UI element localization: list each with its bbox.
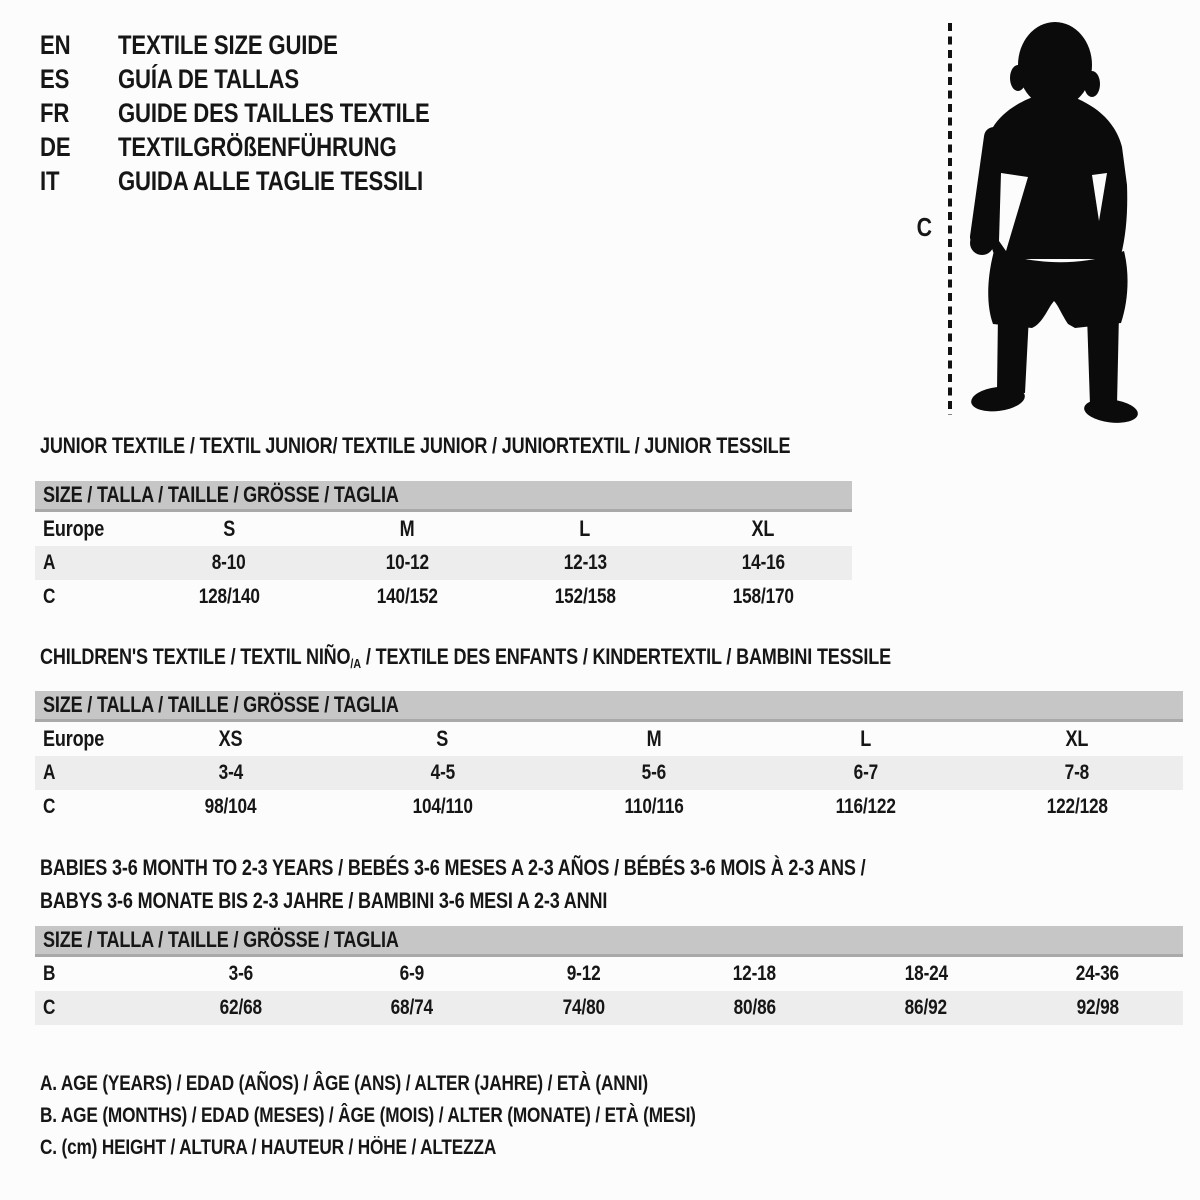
row-label: C	[43, 795, 56, 818]
row-label: C	[43, 585, 56, 608]
value-cell: 8-10	[212, 551, 246, 574]
junior-size-header-bar: SIZE / TALLA / TAILLE / GRÖSSE / TAGLIA	[35, 481, 852, 512]
size-col: S	[436, 726, 449, 751]
region-label: Europe	[43, 516, 105, 541]
children-row-age	[35, 756, 1183, 790]
guide-title-it: GUIDA ALLE TAGLIE TESSILI	[118, 165, 424, 196]
value-cell: 62/68	[219, 996, 262, 1019]
value-cell: 12-18	[733, 962, 777, 985]
value-cell: 152/158	[554, 585, 616, 608]
size-col: XL	[751, 516, 775, 541]
value-cell: 10-12	[385, 551, 429, 574]
babies-title-line2: BABYS 3-6 MONATE BIS 2-3 JAHRE / BAMBINI 3-6 MESI A 2-3 ANNI	[40, 888, 608, 913]
value-cell: 7-8	[1064, 761, 1090, 784]
height-measure-label: C	[916, 212, 932, 242]
value-cell: 6-9	[399, 962, 425, 985]
guide-title-de: TEXTILGRÖßENFÜHRUNG	[118, 131, 397, 162]
region-label: Europe	[43, 726, 105, 751]
lang-row-de	[40, 130, 498, 164]
toddler-silhouette	[970, 22, 1139, 426]
toddler-figure	[905, 12, 1155, 430]
guide-title-en: TEXTILE SIZE GUIDE	[118, 29, 338, 60]
value-cell: 158/170	[732, 585, 794, 608]
lang-row-fr	[40, 96, 498, 130]
value-cell: 14-16	[741, 551, 785, 574]
children-columns-row	[35, 722, 1183, 756]
value-cell: 98/104	[204, 795, 257, 818]
junior-row-height	[35, 580, 852, 614]
babies-title-line1: BABIES 3-6 MONTH TO 2-3 YEARS / BEBÉS 3-6 MESES A 2-3 AÑOS / BÉBÉS 3-6 MOIS À 2-3 ANS /	[40, 855, 866, 880]
size-col: XL	[1065, 726, 1089, 751]
lang-row-it	[40, 164, 498, 198]
value-cell: 24-36	[1075, 962, 1119, 985]
size-col: M	[646, 726, 662, 751]
legend-note-a: A. AGE (YEARS) / EDAD (AÑOS) / ÂGE (ANS) / ALTER (JAHRE) / ETÀ (ANNI)	[40, 1072, 648, 1095]
babies-section-title	[40, 851, 1047, 917]
lang-row-en	[40, 28, 498, 62]
row-label: A	[43, 761, 56, 784]
row-label: A	[43, 551, 56, 574]
junior-size-table	[35, 481, 852, 614]
value-cell: 122/128	[1046, 795, 1108, 818]
legend-note-b: B. AGE (MONTHS) / EDAD (MESES) / ÂGE (MOIS) / ALTER (MONATE) / ETÀ (MESI)	[40, 1104, 696, 1127]
junior-columns-row	[35, 512, 852, 546]
nino-a-subscript: /A	[350, 656, 362, 671]
row-label: C	[43, 996, 56, 1019]
value-cell: 3-6	[228, 962, 253, 985]
lang-code-es: ES	[40, 63, 70, 94]
size-col: S	[223, 516, 235, 541]
size-col: M	[399, 516, 415, 541]
children-row-height	[35, 790, 1183, 824]
babies-row-height	[35, 991, 1183, 1025]
value-cell: 110/116	[624, 795, 684, 818]
value-cell: 6-7	[853, 761, 878, 784]
value-cell: 18-24	[904, 962, 948, 985]
left-fist-shape	[970, 231, 994, 255]
language-title-list	[40, 28, 498, 198]
lang-code-fr: FR	[40, 97, 70, 128]
lang-code-it: IT	[40, 165, 60, 196]
value-cell: 5-6	[641, 761, 667, 784]
babies-size-header-bar: SIZE / TALLA / TAILLE / GRÖSSE / TAGLIA	[35, 926, 1183, 957]
children-size-table	[35, 691, 1183, 824]
value-cell: 116/122	[835, 795, 896, 818]
children-size-header-bar: SIZE / TALLA / TAILLE / GRÖSSE / TAGLIA	[35, 691, 1183, 722]
head-shape	[1018, 22, 1092, 108]
legend-note-c: C. (cm) HEIGHT / ALTURA / HAUTEUR / HÖHE / ALTEZZA	[40, 1136, 497, 1159]
value-cell: 86/92	[904, 996, 948, 1019]
legend-notes	[40, 1068, 840, 1164]
junior-section-title: JUNIOR TEXTILE / TEXTIL JUNIOR/ TEXTILE JUNIOR / JUNIORTEXTIL / JUNIOR TESSILE	[40, 433, 791, 458]
value-cell: 140/152	[376, 585, 438, 608]
value-cell: 92/98	[1076, 996, 1119, 1019]
lang-row-es	[40, 62, 498, 96]
value-cell: 128/140	[198, 585, 260, 608]
value-cell: 104/110	[412, 795, 473, 818]
value-cell: 74/80	[562, 996, 605, 1019]
right-leg-shape	[1087, 313, 1119, 405]
value-cell: 3-4	[218, 761, 243, 784]
value-cell: 68/74	[390, 996, 434, 1019]
size-col: L	[579, 516, 591, 541]
value-cell: 80/86	[733, 996, 776, 1019]
left-arm-shape	[980, 137, 994, 237]
junior-row-age	[35, 546, 852, 580]
babies-row-age	[35, 957, 1183, 991]
size-col: XS	[218, 726, 243, 751]
lang-code-en: EN	[40, 29, 71, 60]
value-cell: 4-5	[430, 761, 455, 784]
toddler-silhouette-graphic	[940, 15, 1142, 427]
row-label: B	[43, 962, 56, 985]
value-cell: 12-13	[563, 551, 607, 574]
lang-code-de: DE	[40, 131, 71, 162]
babies-size-table	[35, 926, 1183, 1025]
size-col: L	[860, 726, 872, 751]
children-section-title: CHILDREN'S TEXTILE / TEXTIL NIÑO/A / TEXTILE DES ENFANTS / KINDERTEXTIL / BAMBINI TESSILE	[40, 644, 891, 671]
guide-title-es: GUÍA DE TALLAS	[118, 63, 299, 94]
guide-title-fr: GUIDE DES TAILLES TEXTILE	[118, 97, 430, 128]
value-cell: 9-12	[566, 962, 601, 985]
left-leg-shape	[997, 313, 1029, 393]
